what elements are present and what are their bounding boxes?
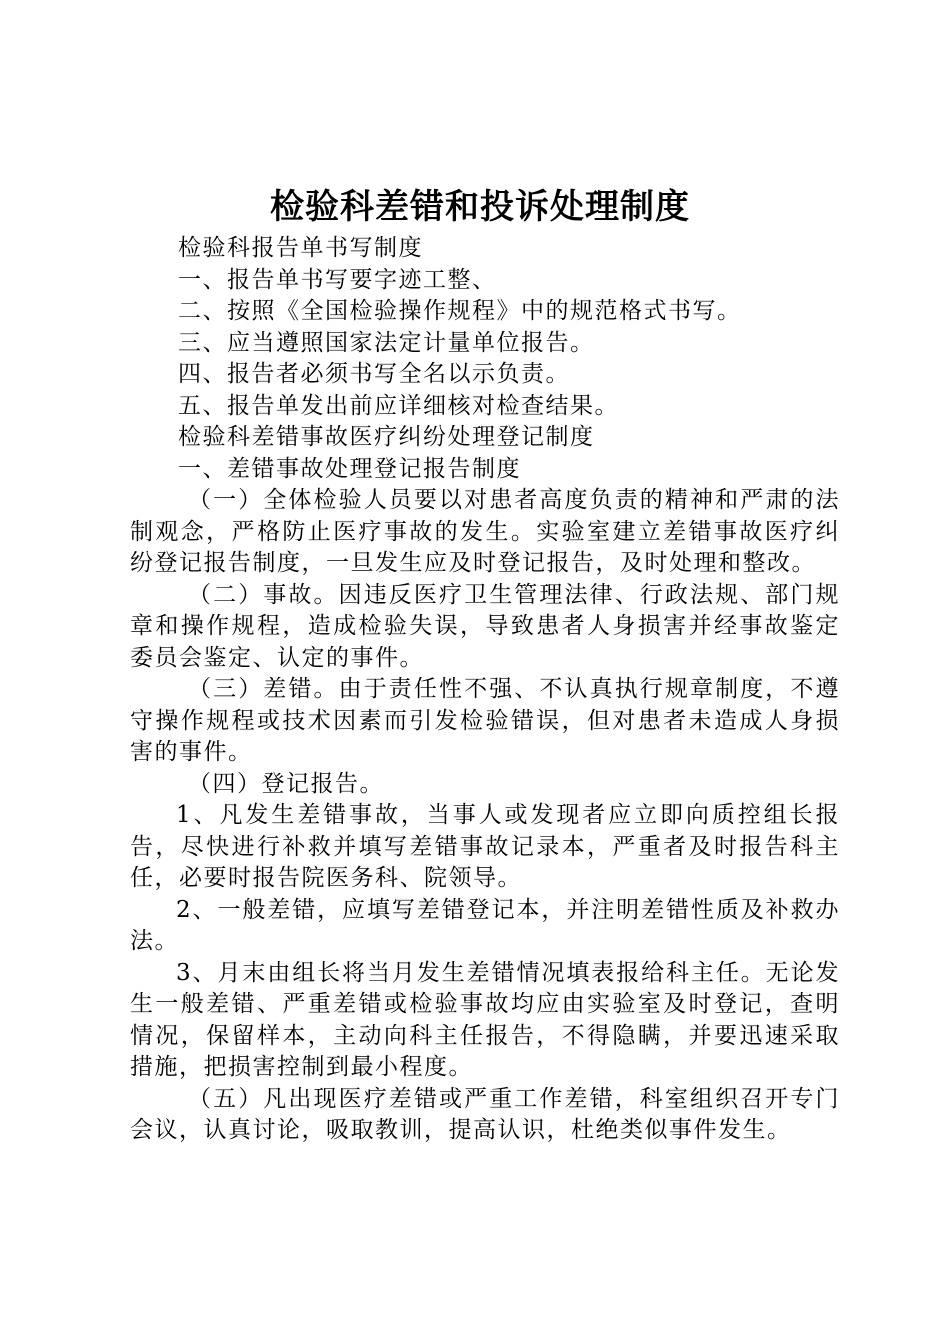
paragraph-sub-2: 2、一般差错，应填写差错登记本，并注明差错性质及补救办法。 xyxy=(130,896,840,954)
paragraph-report-rule-4: 四、报告者必须书写全名以示负责。 xyxy=(178,361,570,387)
paragraph-item-3: （三）差错。由于责任性不强、不认真执行规章制度，不遵守操作规程或技术因素而引发检验错误，但对患者未造成人身损害的事件。 xyxy=(130,676,840,765)
document-body xyxy=(130,233,840,1147)
paragraph-item-5: （五）凡出现医疗差错或严重工作差错，科室组织召开专门会议，认真讨论，吸取教训，提高认识，杜绝类似事件发生。 xyxy=(130,1085,840,1143)
paragraph-item-2: （二）事故。因违反医疗卫生管理法律、行政法规、部门规章和操作规程，造成检验失误，导致患者人身损害并经事故鉴定委员会鉴定、认定的事件。 xyxy=(130,581,840,671)
paragraph-report-rule-3: 三、应当遵照国家法定计量单位报告。 xyxy=(178,329,595,356)
paragraph-item-1: （一）全体检验人员要以对患者高度负责的精神和严肃的法制观念，严格防止医疗事故的发生。实验室建立差错事故医疗纠纷登记报告制度，一旦发生应及时登记报告，及时处理和整改。 xyxy=(130,487,840,576)
paragraph-error-heading: 检验科差错事故医疗纠纷处理登记制度 xyxy=(178,424,595,450)
paragraph-sub-3: 3、月末由组长将当月发生差错情况填表报给科主任。无论发生一般差错、严重差错或检验事故均应由实验室及时登记，查明情况，保留样本，主动向科主任报告，不得隐瞒，并要迅速采取措施，把损害控制到最小程度。 xyxy=(130,959,840,1080)
paragraph-report-rule-5: 五、报告单发出前应详细核对检查结果。 xyxy=(178,392,619,419)
paragraph-report-heading: 检验科报告单书写制度 xyxy=(178,235,423,261)
document-title: 检验科差错和投诉处理制度 xyxy=(270,187,690,227)
paragraph-item-4: （四）登记报告。 xyxy=(188,770,384,797)
paragraph-report-rule-1: 一、报告单书写要字迹工整、 xyxy=(178,266,497,293)
paragraph-error-section-1: 一、差错事故处理登记报告制度 xyxy=(178,455,521,482)
paragraph-report-rule-2: 二、按照《全国检验操作规程》中的规范格式书写。 xyxy=(178,298,742,324)
paragraph-sub-1: 1、凡发生差错事故，当事人或发现者应立即向质控组长报告，尽快进行补救并填写差错事故记录本，严重者及时报告科主任，必要时报告院医务科、院领导。 xyxy=(130,802,840,891)
